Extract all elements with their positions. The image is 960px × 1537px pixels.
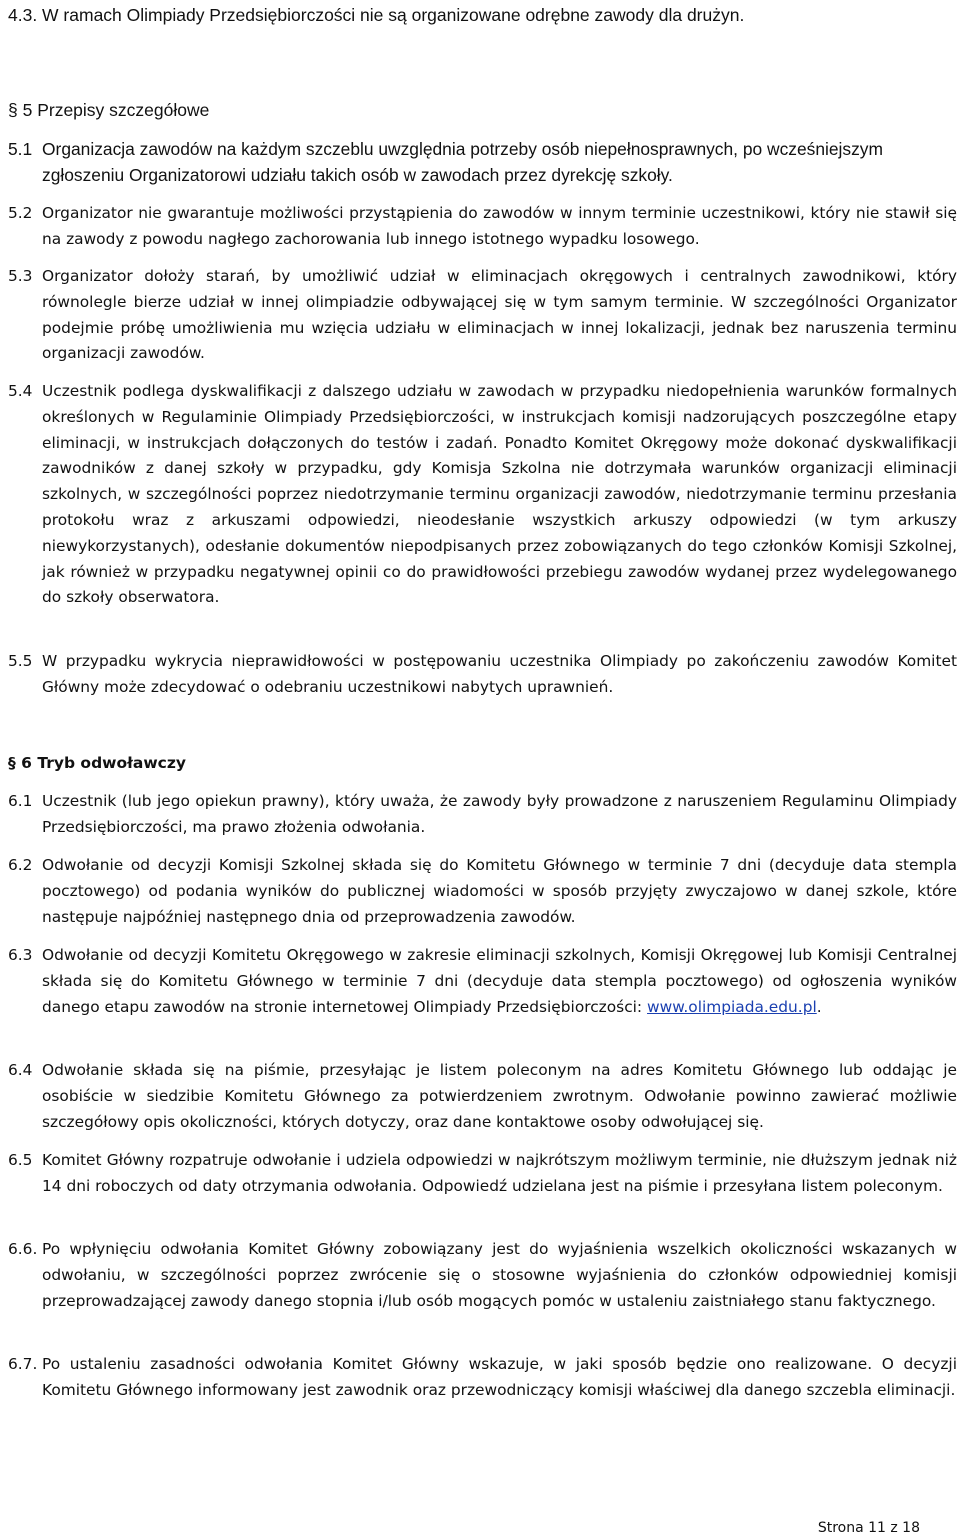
paragraph-5-1 (8, 136, 957, 188)
paragraph-number: 5.3 (8, 267, 33, 285)
paragraph-5-3 (8, 264, 957, 367)
paragraph-number: 6.6. (8, 1240, 38, 1258)
paragraph-text: Uczestnik (lub jego opiekun prawny), który uważa, że zawody były prowadzone z naruszeniem Regulaminu Olimpiady Przedsiębiorczości, ma prawo złożenia odwołania. (42, 792, 957, 836)
paragraph-text: Organizator nie gwarantuje możliwości przystąpienia do zawodów w innym terminie uczestnikowi, który nie stawił się na zawody z powodu nagłego zachorowania lub innego istotnego wypadku losowego. (42, 204, 957, 248)
paragraph-number: 6.3 (8, 946, 33, 964)
paragraph-6-7 (8, 1352, 957, 1404)
paragraph-6-4 (8, 1058, 957, 1135)
paragraph-6-6 (8, 1237, 957, 1314)
paragraph-text: Po ustaleniu zasadności odwołania Komitet Główny wskazuje, w jaki sposób będzie ono realizowane. O decyzji Komitetu Głównego informowany jest zawodnik oraz przewodniczący komisji właściwej dla danego szczebla eliminacji. (42, 1355, 957, 1399)
paragraph-number: 5.1 (8, 139, 33, 159)
paragraph-6-2 (8, 853, 957, 930)
paragraph-text: W przypadku wykrycia nieprawidłowości w postępowaniu uczestnika Olimpiady po zakończeniu zawodów Komitet Główny może zdecydować o odebraniu uczestnikowi nabytych uprawnień. (42, 652, 957, 696)
link-trailing-period: . (816, 997, 822, 1016)
paragraph-text (42, 943, 957, 1020)
paragraph-number: 6.1 (8, 792, 33, 810)
paragraph-number: 6.2 (8, 856, 33, 874)
paragraph-6-1 (8, 789, 957, 841)
paragraph-text: Organizator dołoży starań, by umożliwić udział w eliminacjach okręgowych i centralnych zawodnikowi, który równolegle bierze udział w innej olimpiadzie odbywającej się w tym samym terminie. W szczególności Organizator podejmie próbę umożliwienia mu wzięcia udziału w eliminacjach w innej lokalizacji, jednak bez naruszenia terminu organizacji zawodów. (42, 267, 957, 363)
paragraph-text: Odwołanie od decyzji Komisji Szkolnej składa się do Komitetu Głównego w terminie 7 dni (decyduje data stempla pocztowego) od podania wyników do publicznej wiadomości w sposób przyjęty zwyczajowo w danej szkole, które następuje najpóźniej następnego dnia od przeprowadzenia zawodów. (42, 856, 957, 926)
website-link[interactable]: www.olimpiada.edu.pl (647, 997, 817, 1016)
paragraph-5-5 (8, 649, 957, 701)
paragraph-6-3 (8, 943, 957, 1020)
section-5-heading: § 5 Przepisy szczegółowe (8, 100, 210, 120)
paragraph-number: 5.2 (8, 204, 33, 222)
paragraph-number: 5.5 (8, 652, 33, 670)
paragraph-number: 6.7. (8, 1355, 38, 1373)
paragraph-text-body: Odwołanie od decyzji Komitetu Okręgowego w zakresie eliminacji szkolnych, Komisji Okręgowej lub Komisji Centralnej składa się do Komitetu Głównego w terminie 7 dni (decyduje data stempla pocztowego) od ogłoszenia wyników danego etapu zawodów na stronie internetowej Olimpiady Przedsiębiorczości: (42, 946, 957, 1016)
paragraph-number: 6.4 (8, 1061, 33, 1079)
paragraph-number: 5.4 (8, 382, 33, 400)
paragraph-6-5 (8, 1148, 957, 1200)
paragraph-text: Komitet Główny rozpatruje odwołanie i udziela odpowiedzi w najkrótszym możliwym terminie, nie dłuższym jednak niż 14 dni roboczych od daty otrzymania odwołania. Odpowiedź udzielana jest na piśmie i przesyłana listem poleconym. (42, 1151, 957, 1195)
clause-4-3: 4.3. W ramach Olimpiady Przedsiębiorczości nie są organizowane odrębne zawody dla drużyn. (8, 5, 745, 25)
section-6-heading: § 6 Tryb odwoławczy (8, 754, 186, 772)
paragraph-text: Odwołanie składa się na piśmie, przesyłając je listem poleconym na adres Komitetu Głównego lub oddając je osobiście w siedzibie Komitetu Głównego za potwierdzeniem zwrotnym. Odwołanie powinno zawierać możliwie szczegółowy opis okoliczności, których dotyczy, oraz dane kontaktowe osoby odwołującej się. (42, 1061, 957, 1131)
paragraph-text: Uczestnik podlega dyskwalifikacji z dalszego udziału w zawodach w przypadku niedopełnienia warunków formalnych określonych w Regulaminie Olimpiady Przedsiębiorczości, w instrukcjach komisji nadzorujących poszczególne etapy eliminacji, w instrukcjach dołączonych do testów i zadań. Ponadto Komitet Okręgowy może dokonać dyskwalifikacji zawodników z danej szkoły w przypadku, gdy Komisja Szkolna nie dotrzymała warunków organizacji eliminacji szkolnych, w szczególności poprzez niedotrzymanie terminu organizacji zawodów, niedotrzymanie terminu przesłania protokołu wraz z arkuszami odpowiedzi, nieodesłanie wszystkich arkuszy odpowiedzi (w tym arkuszy niewykorzystanych), odesłanie dokumentów niepodpisanych przez zobowiązanych do tego członków Komisji Szkolnej, jak również w przypadku negatywnej opinii co do prawidłowości przebiegu zawodów wydanej przez wydelegowanego do szkoły obserwatora. (42, 382, 957, 607)
paragraph-number: 6.5 (8, 1151, 33, 1169)
paragraph-text: Po wpłynięciu odwołania Komitet Główny zobowiązany jest do wyjaśnienia wszelkich okoliczności wskazanych w odwołaniu, w szczególności poprzez zwrócenie się o stosowne wyjaśnienia do członków odpowiedniej komisji przeprowadzającej zawody danego stopnia i/lub osób mogących pomóc w ustaleniu zaistniałego stanu faktycznego. (42, 1240, 957, 1310)
paragraph-5-2 (8, 201, 957, 253)
paragraph-text: Organizacja zawodów na każdym szczeblu uwzględnia potrzeby osób niepełnosprawnych, po wcześniejszym zgłoszeniu Organizatorowi udziału takich osób w zawodach przez dyrekcję szkoły. (42, 139, 883, 185)
page-number: Strona 11 z 18 (817, 1520, 920, 1536)
paragraph-5-4 (8, 379, 957, 611)
